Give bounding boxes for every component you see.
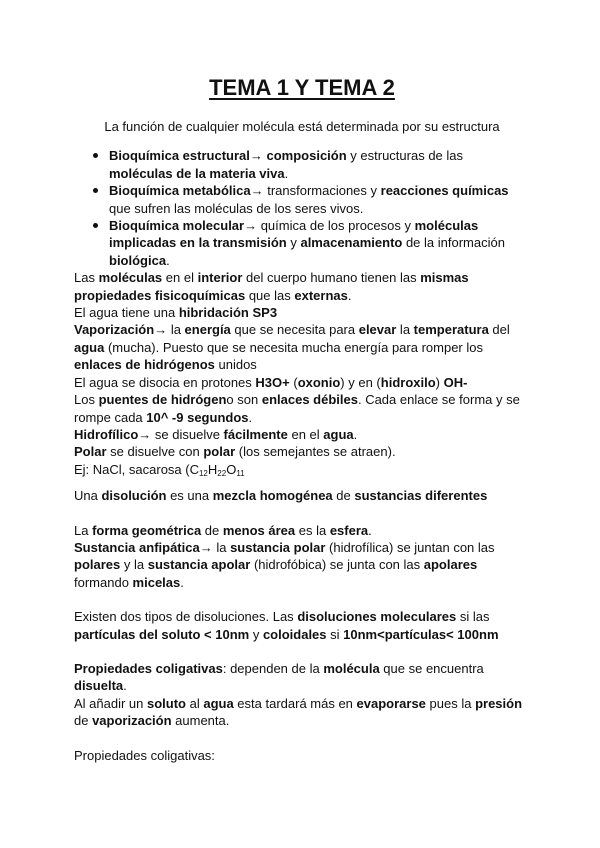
- bold-term: hibridación SP3: [178, 305, 278, 321]
- bold-term: hidroxilo: [380, 374, 436, 390]
- bold-term: puentes de hidrógen: [98, 392, 227, 408]
- text-run: de: [74, 713, 93, 729]
- spacer: [74, 643, 530, 660]
- paragraph-solute: [74, 695, 530, 730]
- text-run: de la información: [402, 235, 505, 251]
- bold-term: composición: [266, 148, 347, 164]
- bold-term: oxonio: [297, 374, 341, 390]
- paragraph-hydrophilic: [74, 426, 530, 443]
- paragraph-dissolution: [74, 487, 530, 504]
- text-run: .: [123, 678, 127, 694]
- text-run: .: [353, 426, 358, 442]
- text-run: → la: [199, 539, 231, 555]
- bold-term: evaporarse: [356, 695, 426, 711]
- text-run: Una: [74, 488, 102, 504]
- text-run: la: [396, 322, 414, 338]
- list-item: [109, 182, 530, 217]
- text-run: → la: [154, 322, 185, 338]
- text-run: del: [488, 322, 510, 338]
- bold-term: polar: [203, 444, 236, 460]
- bold-term: Bioquímica metabólica→: [109, 183, 264, 199]
- bold-term: coloidales: [262, 626, 327, 642]
- bold-term: 10^ -9 segundos: [146, 409, 249, 425]
- subscript: 11: [236, 468, 245, 478]
- text-run: La: [74, 522, 93, 538]
- bold-term: moléculas implicadas en la transmisión: [109, 218, 479, 251]
- bold-term: elevar: [358, 322, 397, 338]
- bold-term: 10nm<partículas< 100nm: [343, 626, 499, 642]
- text-run: que se necesita para: [230, 322, 359, 338]
- bold-term: sustancia apolar: [147, 557, 251, 573]
- paragraph-solution-types: [74, 608, 530, 643]
- bold-term: presión: [475, 695, 523, 711]
- text-run: química de los procesos y: [257, 218, 415, 234]
- text-run: (: [289, 374, 298, 390]
- bold-term: Vaporización: [74, 322, 155, 338]
- text-run: : dependen de la: [222, 660, 324, 676]
- text-run: aumenta.: [171, 713, 230, 729]
- bold-term: Sustancia anfipática: [74, 539, 200, 555]
- spacer: [74, 591, 530, 608]
- bold-term: disolución: [101, 488, 167, 504]
- text-run: es la: [295, 522, 330, 538]
- text-run: en el: [287, 426, 324, 442]
- text-run: Ej: NaCl, sacarosa (C: [74, 461, 199, 477]
- text-run: .: [347, 287, 352, 303]
- text-run: y la: [120, 557, 148, 573]
- bold-term: molécula: [323, 660, 380, 676]
- text-run: formando: [74, 574, 133, 590]
- bold-term: sustancia polar: [230, 539, 326, 555]
- text-run: y: [249, 626, 263, 642]
- text-run: de: [332, 488, 355, 504]
- bold-term: Bioquímica molecular→: [109, 218, 258, 234]
- bold-term: polares: [74, 557, 121, 573]
- list-item: [109, 147, 530, 182]
- bold-term: agua: [74, 339, 105, 355]
- text-run: y: [286, 235, 301, 251]
- text-run: → se disuelve: [138, 426, 224, 442]
- text-run: Los: [74, 392, 99, 408]
- bold-term: mismas propiedades fisicoquímicas: [74, 270, 469, 303]
- bold-term: apolares: [423, 557, 478, 573]
- bold-term: disoluciones moleculares: [297, 609, 457, 625]
- text-run: pues la: [425, 695, 476, 711]
- text-run: que sufren las moléculas de los seres vivos.: [109, 200, 364, 216]
- bold-term: fácilmente: [223, 426, 288, 442]
- text-run: (los semejantes se atraen).: [235, 444, 396, 460]
- text-run: ): [435, 374, 444, 390]
- bold-term: Polar: [74, 444, 107, 460]
- text-run: Existen dos tipos de disoluciones. Las: [74, 609, 298, 625]
- bold-term: interior: [197, 270, 243, 286]
- bold-term: sustancias diferentes: [354, 488, 488, 504]
- text-run: ) y en (: [340, 374, 381, 390]
- paragraph-molecules: [74, 269, 530, 304]
- text-run: El agua se disocia en protones: [74, 374, 256, 390]
- bold-term: reacciones químicas: [380, 183, 509, 199]
- text-run: de: [201, 522, 223, 538]
- bold-term: OH-: [443, 374, 468, 390]
- bold-term: mezcla homogénea: [212, 488, 333, 504]
- paragraph-hybridization: [74, 304, 530, 321]
- text-run: .: [284, 165, 289, 181]
- text-run: . Cada enlace se forma y se rompe cada: [74, 392, 520, 425]
- text-run: transformaciones y: [263, 183, 381, 199]
- bold-term: temperatura: [413, 322, 489, 338]
- bold-term: Propiedades coligativas: [74, 660, 223, 676]
- intro-line: La función de cualquier molécula está determinada por su estructura: [104, 119, 500, 134]
- bold-term: disuelta: [74, 678, 124, 694]
- spacer: [74, 730, 530, 747]
- paragraph-vaporization: [74, 321, 530, 373]
- bold-term: enlaces débiles: [261, 392, 358, 408]
- paragraph-colligative: [74, 660, 530, 695]
- paragraph-example: [74, 461, 530, 478]
- text-run: que las: [245, 287, 295, 303]
- bold-term: Bioquímica estructural→: [109, 148, 263, 164]
- list-item: [109, 217, 530, 269]
- paragraph-dissociation: [74, 374, 530, 391]
- bold-term: enlaces de hidrógenos: [74, 357, 215, 373]
- text-run: si las: [456, 609, 490, 625]
- text-run: .: [368, 522, 372, 538]
- bold-term: micelas: [132, 574, 181, 590]
- paragraph-amphipathic: [74, 539, 530, 591]
- spacer: [74, 478, 530, 487]
- text-run: unidos: [214, 357, 257, 373]
- text-run: se disuelve con: [106, 444, 204, 460]
- bold-term: agua: [323, 426, 354, 442]
- text-run: (mucha). Puesto que se necesita mucha energía para romper los: [104, 339, 483, 355]
- bold-term: Hidrofílico: [74, 426, 139, 442]
- text-run: H: [207, 461, 218, 477]
- text-run: en el: [162, 270, 198, 286]
- bold-term: partículas del soluto < 10nm: [74, 626, 250, 642]
- page-title: TEMA 1 Y TEMA 2: [209, 75, 395, 100]
- text-run: es una: [166, 488, 213, 504]
- subscript: 12: [198, 468, 208, 478]
- bold-term: forma geométrica: [92, 522, 202, 538]
- bold-term: agua: [203, 695, 234, 711]
- bold-term: H3O+: [255, 374, 290, 390]
- text-run: .: [180, 574, 184, 590]
- text-run: O: [226, 461, 237, 477]
- subscript: 22: [217, 468, 227, 478]
- bold-term: soluto: [147, 695, 186, 711]
- bold-term: externas: [294, 287, 348, 303]
- text-run: del cuerpo humano tienen las: [242, 270, 421, 286]
- text-run: (hidrofóbica) se junta con las: [250, 557, 424, 573]
- bold-term: menos área: [222, 522, 296, 538]
- bold-term: esfera: [329, 522, 369, 538]
- paragraph-hydrogen-bonds: [74, 391, 530, 426]
- text-run: que se encuentra: [379, 660, 484, 676]
- bold-term: energía: [184, 322, 231, 338]
- text-run: o son: [226, 392, 262, 408]
- bold-term: moléculas: [98, 270, 163, 286]
- text-run: El agua tiene una: [74, 305, 179, 321]
- text-run: (hidrofílica) se juntan con las: [325, 539, 495, 555]
- text-run: .: [248, 409, 253, 425]
- text-run: al: [186, 695, 204, 711]
- paragraph-polar: [74, 443, 530, 460]
- paragraph-geometric-form: [74, 522, 530, 539]
- spacer: [74, 505, 530, 522]
- bullet-list: [74, 147, 530, 269]
- text-run: .: [166, 252, 170, 268]
- bold-term: almacenamiento: [300, 235, 403, 251]
- text-run: Al añadir un: [74, 695, 147, 711]
- text-run: y estructuras de las: [346, 148, 464, 164]
- bold-term: vaporización: [92, 713, 172, 729]
- bold-term: moléculas de la materia viva: [109, 165, 285, 181]
- text-run: esta tardará más en: [233, 695, 357, 711]
- text-run: si: [326, 626, 344, 642]
- bold-term: biológica: [109, 252, 167, 268]
- text-run: Las: [74, 270, 99, 286]
- paragraph-colligative-heading: Propiedades coligativas:: [74, 747, 215, 763]
